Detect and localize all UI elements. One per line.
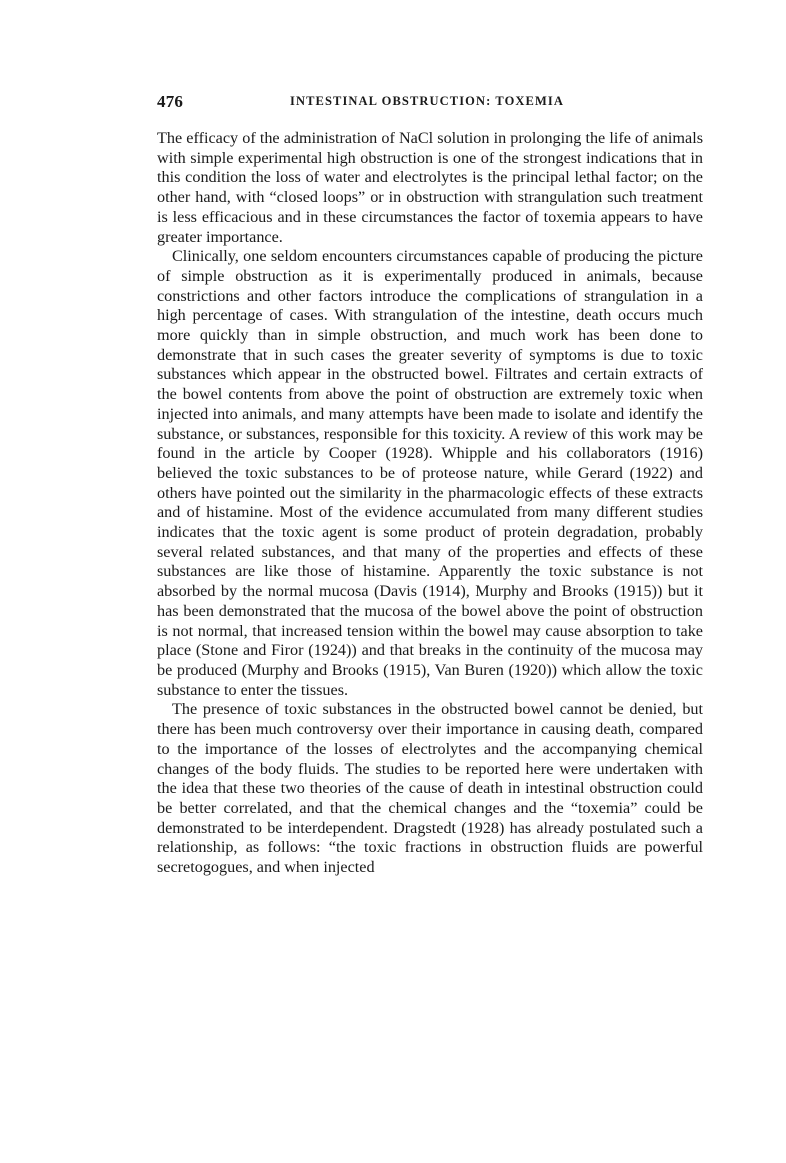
running-title: INTESTINAL OBSTRUCTION: TOXEMIA (290, 94, 564, 108)
running-head (157, 92, 703, 116)
paragraph-3: The presence of toxic substances in the obstructed bowel cannot be denied, but there has been much controversy over their importance in causing death, compared to the importance of the losses of electrolytes and the accompanying chemical changes of the body fluids. The studies to be reported here were undertaken with the idea that these two theories of the cause of death in intestinal obstruction could be better correlated, and that the chemical changes and the “toxemia” could be demonstrated to be interdependent. Dragstedt (1928) has already postulated such a relationship, as follows: “the toxic fractions in obstruction fluids are powerful secretogogues, and when injected (157, 700, 703, 877)
body-text (157, 129, 703, 878)
paragraph-1: The efficacy of the administration of NaCl solution in prolonging the life of animals with simple experimental high obstruction is one of the strongest indications that in this condition the loss of water and electrolytes is the principal lethal factor; on the other hand, with “closed loops” or in obstruction with strangulation such treatment is less efficacious and in these circumstances the factor of toxemia appears to have greater importance. (157, 129, 703, 246)
page-number: 476 (157, 92, 184, 111)
paragraph-2: Clinically, one seldom encounters circumstances capable of producing the picture of simple obstruction as it is experimentally produced in animals, because constrictions and other factors introduce the complications of strangulation in a high percentage of cases. With strangulation of the intestine, death occurs much more quickly than in simple obstruction, and much work has been done to demonstrate that in such cases the greater severity of symptoms is due to toxic substances which appear in the obstructed bowel. Filtrates and certain extracts of the bowel contents from above the point of obstruction are extremely toxic when injected into animals, and many attempts have been made to isolate and identify the substance, or substances, responsible for this toxicity. A review of this work may be found in the article by Cooper (1928). Whipple and his collaborators (1916) believed the toxic substances to be of proteose nature, while Gerard (1922) and others have pointed out the similarity in the pharmacologic effects of these extracts and of histamine. Most of the evidence accumulated from many different studies indicates that the toxic agent is some product of protein degradation, probably several related substances, and that many of the properties and effects of these substances are like those of histamine. Apparently the toxic substance is not absorbed by the normal mucosa (Davis (1914), Murphy and Brooks (1915)) but it has been demonstrated that the mucosa of the bowel above the point of obstruction is not normal, that increased tension within the bowel may cause absorption to take place (Stone and Firor (1924)) and that breaks in the continuity of the mucosa may be produced (Murphy and Brooks (1915), Van Buren (1920)) which allow the toxic substance to enter the tissues. (157, 247, 703, 699)
